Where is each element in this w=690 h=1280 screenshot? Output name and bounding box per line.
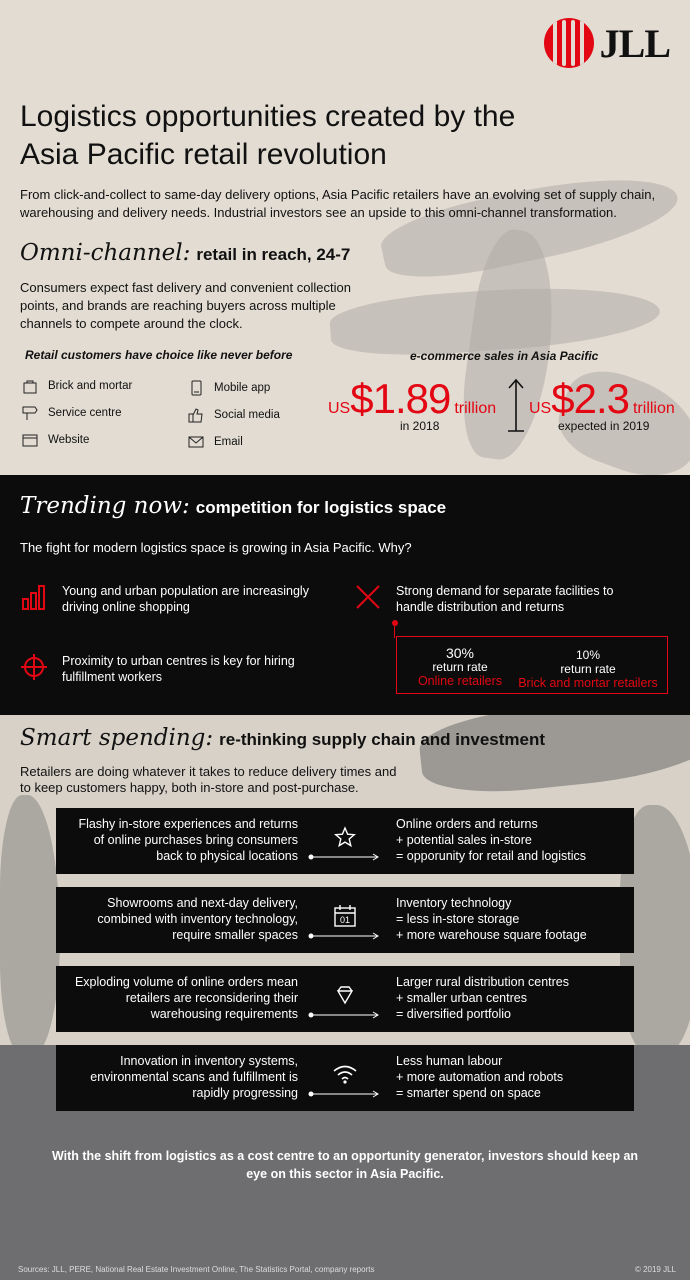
trending-script-label: Trending now:: [20, 493, 190, 519]
channel-social-media: Social media: [188, 407, 280, 423]
insight-row: Flashy in-store experiences and returns of online purchases bring consumers back to physical locations Online orders and returns + potential sales in-store = opporunity for retail and logistics: [56, 808, 634, 874]
channel-service-centre: Service centre: [22, 405, 122, 421]
crosshair-icon: [20, 653, 48, 681]
reason-proximity: Proximity to urban centres is key for hiring fulfillment workers: [20, 653, 330, 685]
return-brick-mortar: 10% return rate Brick and mortar retailers: [518, 648, 658, 690]
browser-window-icon: [22, 432, 38, 448]
smart-spending-section: [0, 715, 690, 1280]
page-title: Logistics opportunities created by the Asia Pacific retail revolution: [20, 100, 516, 171]
jll-logo: [544, 18, 670, 68]
trending-question: The fight for modern logistics space is growing in Asia Pacific. Why?: [20, 540, 412, 555]
omni-heading: [20, 240, 350, 266]
cross-icon: [354, 583, 382, 611]
channel-email: Email: [188, 434, 243, 450]
connector-dot: [392, 620, 398, 626]
sources-note: Sources: JLL, PERE, National Real Estate Investment Online, The Statistics Portal, company reports: [18, 1265, 375, 1274]
insight-row: Exploding volume of online orders mean retailers are reconsidering their warehousing requirements Larger rural distribution centres + smaller urban centres = diversified portfolio: [56, 966, 634, 1032]
omni-body: Consumers expect fast delivery and convenient collection points, and brands are reaching buyers across multiple channels to compete around the clock.: [20, 280, 351, 331]
diamond-icon: [332, 982, 358, 1008]
connector-line: [394, 626, 395, 638]
insight-row: Innovation in inventory systems, environmental scans and fulfillment is rapidly progressing Less human labour + more automation and robots = smarter spend on space: [56, 1045, 634, 1111]
arrow-right-icon: [308, 1090, 380, 1098]
omni-channel-section: [0, 0, 690, 475]
smart-body: Retailers are doing whatever it takes to reduce delivery times and to keep customers happy, both in-store and post-purchase.: [20, 764, 397, 795]
signpost-icon: [22, 405, 38, 421]
envelope-icon: [188, 434, 204, 450]
wifi-icon: [332, 1061, 358, 1087]
bar-chart-icon: [20, 583, 48, 611]
omni-script-label: Omni-channel:: [20, 240, 191, 266]
omni-heading-text: retail in reach, 24-7: [196, 245, 351, 264]
thumbs-up-icon: [188, 407, 204, 423]
smart-heading-text: re-thinking supply chain and investment: [219, 730, 546, 749]
arrow-right-icon: [308, 853, 380, 861]
channel-website: Website: [22, 432, 89, 448]
choice-title: Retail customers have choice like never before: [25, 348, 293, 362]
arrow-right-icon: [308, 1011, 380, 1019]
smart-heading: [20, 725, 545, 751]
trending-section: [0, 475, 690, 715]
return-online: 30% return rate Online retailers: [417, 645, 503, 688]
ecommerce-title: e-commerce sales in Asia Pacific: [410, 349, 599, 363]
reason-separate-facilities: Strong demand for separate facilities to handle distribution and returns: [354, 583, 654, 615]
return-rate-box: [396, 636, 668, 694]
mobile-phone-icon: [188, 380, 204, 396]
smart-script-label: Smart spending:: [20, 725, 214, 751]
brush-stroke: [0, 795, 60, 1055]
shopping-bag-icon: [22, 378, 38, 394]
reason-urban-population: Young and urban population are increasingly driving online shopping: [20, 583, 330, 615]
closing-statement: With the shift from logistics as a cost centre to an opportunity generator, investors should keep an eye on this sector in Asia Pacific.: [51, 1149, 639, 1181]
stat-2019-sub: expected in 2019: [558, 419, 650, 433]
intro-text: From click-and-collect to same-day delivery options, Asia Pacific retailers have an evolving set of supply chain, warehousing and delivery needs. Industrial investors see an upside to this omni-channel transformation.: [20, 187, 656, 220]
insight-row: Showrooms and next-day delivery, combined with inventory technology, require smaller spaces 01 Inventory technology = less in-store storage + more warehouse square footage: [56, 887, 634, 953]
trending-heading-text: competition for logistics space: [195, 498, 447, 517]
channel-brick-mortar: Brick and mortar: [22, 378, 132, 394]
svg-text:01: 01: [339, 915, 351, 925]
stat-2018-sub: in 2018: [400, 419, 440, 433]
jll-logo-text: JLL: [599, 20, 670, 66]
jll-logo-mark-icon: [544, 18, 594, 68]
arrow-right-icon: [308, 932, 380, 940]
copyright: © 2019 JLL: [634, 1265, 676, 1274]
star-icon: [332, 824, 358, 850]
trending-heading: [20, 493, 446, 519]
stat-2018: US $1.89 trillion: [328, 375, 497, 422]
calendar-icon: [332, 903, 358, 929]
arrow-up-icon: [506, 377, 526, 433]
channel-mobile-app: Mobile app: [188, 380, 270, 396]
stat-2019: US $2.3 trillion: [529, 375, 675, 422]
